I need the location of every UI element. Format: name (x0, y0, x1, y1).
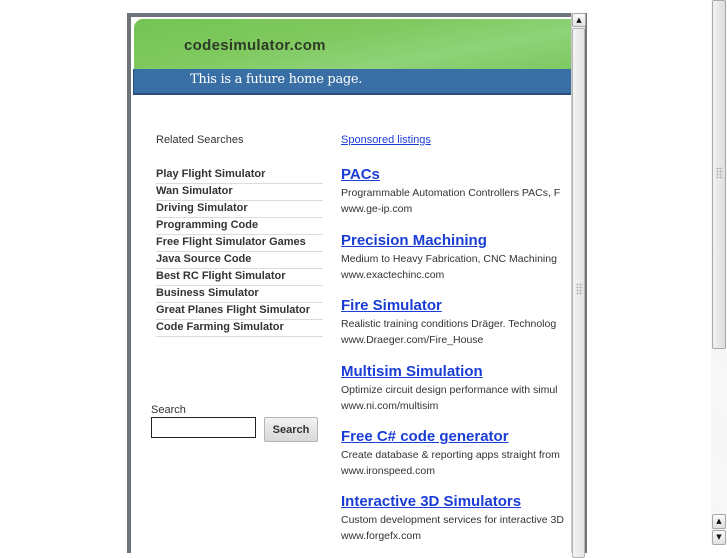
search-button[interactable]: Search (264, 417, 318, 442)
ad-url[interactable]: www.ge-ip.com (341, 203, 413, 215)
ad-listing (341, 362, 571, 414)
related-searches-heading: Related Searches (156, 134, 244, 146)
ad-url[interactable]: www.ni.com/multisim (341, 400, 439, 412)
frame-scroll-up-button[interactable] (572, 13, 586, 27)
ad-title-link[interactable]: Precision Machining (341, 232, 487, 249)
ad-title-link[interactable]: Free C# code generator (341, 428, 509, 445)
related-search-link[interactable]: Java Source Code (156, 252, 323, 269)
up-arrow-icon: ▲ (716, 517, 722, 525)
ad-url[interactable]: www.ironspeed.com (341, 465, 435, 477)
ad-description: Realistic training conditions Dräger. Technolog (341, 318, 557, 330)
embedded-page-frame (127, 13, 587, 553)
related-search-link[interactable]: Play Flight Simulator (156, 167, 323, 184)
frame-vertical-scrollbar[interactable] (571, 13, 585, 553)
ad-description: Programmable Automation Controllers PACs, F (341, 187, 561, 199)
page-vertical-scrollbar[interactable] (711, 0, 727, 545)
up-arrow-icon: ▲ (576, 16, 582, 24)
embedded-page-viewport (131, 17, 571, 553)
frame-scrollbar-thumb[interactable] (572, 28, 585, 558)
ad-description: Medium to Heavy Fabrication, CNC Machining (341, 253, 557, 265)
page-scroll-down-button[interactable] (712, 530, 726, 545)
search-label: Search (151, 404, 186, 416)
related-search-link[interactable]: Free Flight Simulator Games (156, 235, 323, 252)
grip-icon (716, 167, 723, 179)
ad-listing (341, 231, 571, 283)
related-search-link[interactable]: Programming Code (156, 218, 323, 235)
related-search-link[interactable]: Driving Simulator (156, 201, 323, 218)
search-input[interactable] (151, 417, 256, 438)
tagline-bar (133, 69, 571, 95)
related-search-link[interactable]: Wan Simulator (156, 184, 323, 201)
ad-listing (341, 492, 571, 544)
related-searches-list (156, 167, 323, 337)
related-search-link[interactable]: Code Farming Simulator (156, 320, 323, 337)
ad-title-link[interactable]: Multisim Simulation (341, 363, 483, 380)
ad-url[interactable]: www.exactechinc.com (341, 269, 445, 281)
ad-listing (341, 296, 571, 348)
sponsored-listings-link[interactable]: Sponsored listings (341, 134, 431, 146)
ad-description: Create database & reporting apps straight from (341, 449, 560, 461)
ad-title-link[interactable]: PACs (341, 166, 380, 183)
ad-listing (341, 427, 571, 479)
site-title: codesimulator.com (184, 37, 326, 54)
ad-description: Optimize circuit design performance with simul (341, 384, 558, 396)
ad-title-link[interactable]: Fire Simulator (341, 297, 442, 314)
tagline: This is a future home page. (190, 72, 363, 87)
ad-url[interactable]: www.forgefx.com (341, 530, 421, 542)
ad-description: Custom development services for interactive 3D (341, 514, 564, 526)
page-scroll-up-button[interactable] (712, 514, 726, 529)
page-scrollbar-thumb[interactable] (712, 0, 726, 349)
ad-listing (341, 165, 571, 217)
ad-title-link[interactable]: Interactive 3D Simulators (341, 493, 522, 510)
related-search-link[interactable]: Business Simulator (156, 286, 323, 303)
related-search-link[interactable]: Best RC Flight Simulator (156, 269, 323, 286)
grip-icon (576, 283, 583, 295)
down-arrow-icon: ▼ (716, 533, 722, 541)
ad-url[interactable]: www.Draeger.com/Fire_House (341, 334, 484, 346)
site-header (133, 18, 571, 69)
related-search-link[interactable]: Great Planes Flight Simulator (156, 303, 323, 320)
